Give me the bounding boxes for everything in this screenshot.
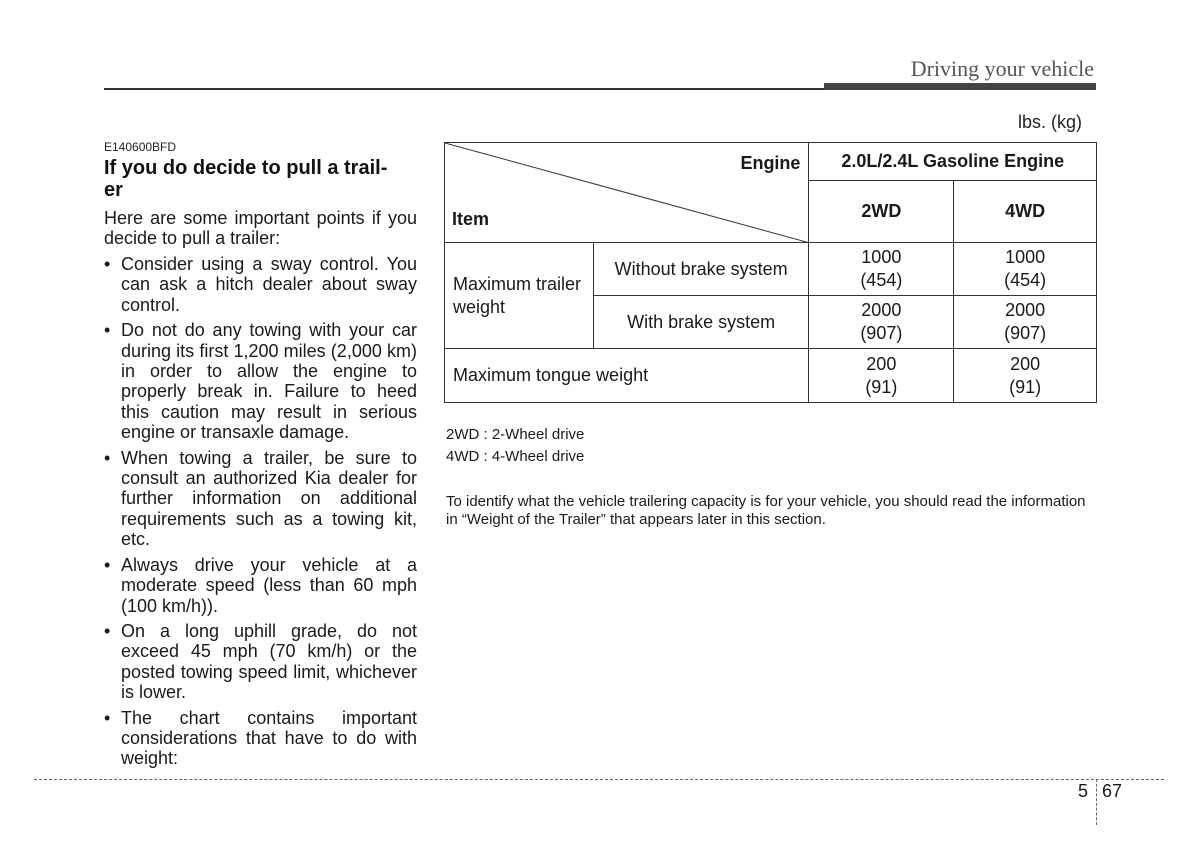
bullet-item <box>104 448 417 550</box>
bullet-dot: • <box>104 554 111 575</box>
bullet-list <box>104 254 417 774</box>
footer-page-separator <box>1096 779 1097 825</box>
towing-capacity-table <box>444 142 1097 403</box>
row-label-with-brake: With brake system <box>593 296 809 349</box>
engine-header: 2.0L/2.4L Gasoline Engine <box>809 143 1097 181</box>
bullet-item <box>104 555 417 616</box>
value-kg: (454) <box>1004 270 1047 290</box>
cell-with-brake-2wd <box>809 296 954 349</box>
header-rule <box>104 88 824 90</box>
col-header-4wd: 4WD <box>954 181 1097 243</box>
table-footnote: To identify what the vehicle trailering capacity is for your vehicle, you should read the information in “Weight of the Trailer” that appears later in this section. <box>446 493 1086 528</box>
chapter-number: 5 <box>1078 781 1089 801</box>
row-label-max-tongue-weight: Maximum tongue weight <box>445 349 809 403</box>
bullet-text: Consider using a sway control. You can ask a hitch dealer about sway control. <box>121 254 417 315</box>
section-code: E140600BFD <box>104 140 177 154</box>
table-notes <box>446 424 584 468</box>
page-header-title: Driving your vehicle <box>910 56 1094 81</box>
bullet-dot: • <box>104 320 111 341</box>
bullet-item <box>104 708 417 769</box>
bullet-dot: • <box>104 620 111 641</box>
value-lbs: 1000 <box>1005 247 1046 267</box>
section-intro: Here are some important points if you decide to pull a trailer: <box>104 208 417 248</box>
bullet-dot: • <box>104 707 111 728</box>
bullet-item <box>104 621 417 703</box>
cell-tongue-2wd <box>809 349 954 403</box>
value-lbs: 2000 <box>1005 300 1046 320</box>
value-lbs: 1000 <box>861 247 902 267</box>
col-header-2wd: 2WD <box>809 181 954 243</box>
note-2wd: 2WD : 2-Wheel drive <box>446 426 585 443</box>
value-lbs: 200 <box>1010 353 1041 374</box>
engine-label: Engine <box>740 153 801 173</box>
value-kg: (907) <box>860 323 903 343</box>
unit-label: lbs. (kg) <box>1017 112 1082 132</box>
cell-without-brake-4wd <box>954 243 1097 296</box>
header-bar <box>824 83 1096 90</box>
item-label: Item <box>452 209 490 229</box>
value-kg: (454) <box>860 270 903 290</box>
diagonal-header-cell <box>445 143 809 243</box>
bullet-text: When towing a trailer, be sure to consult an authorized Kia dealer for further information on additional requirements such as a towing kit, etc. <box>121 447 417 550</box>
cell-tongue-4wd <box>954 349 1097 403</box>
footer-dashed-line <box>34 779 1164 780</box>
bullet-item <box>104 254 417 315</box>
value-kg: (91) <box>865 376 898 397</box>
bullet-item <box>104 320 417 442</box>
bullet-text: On a long uphill grade, do not exceed 45 mph (70 km/h) or the posted towing speed limit, whichever is lower. <box>121 620 417 703</box>
page-number: 67 <box>1102 781 1123 801</box>
bullet-dot: • <box>104 447 111 468</box>
bullet-text: Always drive your vehicle at a moderate speed (less than 60 mph (100 km/h)). <box>121 554 417 616</box>
value-lbs: 200 <box>866 353 897 374</box>
note-4wd: 4WD : 4-Wheel drive <box>446 448 585 465</box>
section-title: If you do decide to pull a trail- er <box>104 157 388 201</box>
value-kg: (907) <box>1004 323 1047 343</box>
value-kg: (91) <box>1009 376 1042 397</box>
bullet-dot: • <box>104 254 111 274</box>
cell-with-brake-4wd <box>954 296 1097 349</box>
bullet-text: The chart contains important considerations that have to do with weight: <box>121 707 417 769</box>
row-label-max-trailer-weight: Maximum trailer weight <box>445 243 594 349</box>
bullet-text: Do not do any towing with your car during its first 1,200 miles (2,000 km) in order to allow the engine to properly break in. Failure to heed this caution may result in serious engine or transaxle damage. <box>121 320 417 443</box>
value-lbs: 2000 <box>861 300 902 320</box>
cell-without-brake-2wd <box>809 243 954 296</box>
row-label-without-brake: Without brake system <box>593 243 809 296</box>
